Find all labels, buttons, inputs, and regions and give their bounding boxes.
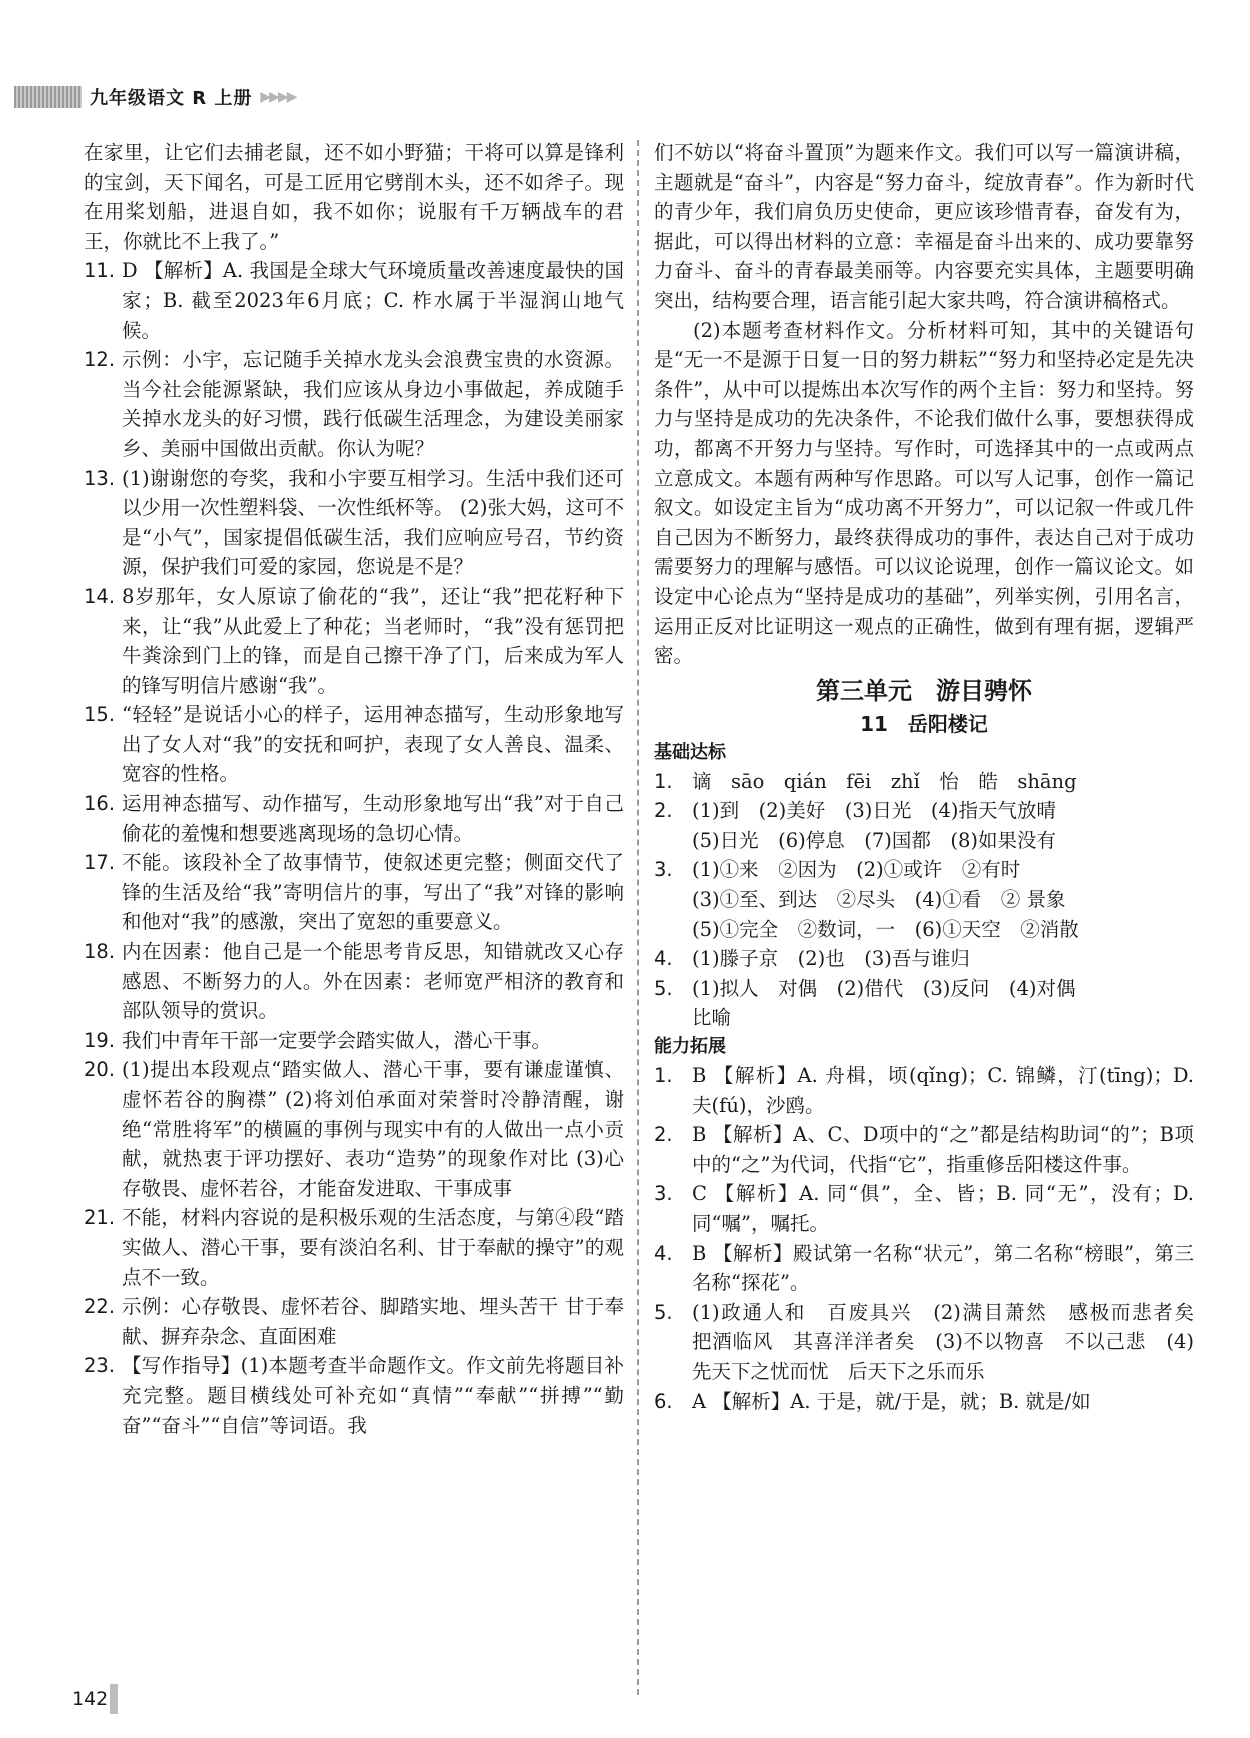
right-paragraph-1: 们不妨以“将奋斗置顶”为题来作文。我们可以写一篇演讲稿，主题就是“奋斗”，内容是“努力奋斗，绽放青春”。作为新时代的青少年，我们肩负历史使命，更应该珍惜青春，奋发有为，据此，可以得出材料的立意：幸福是奋斗出来的、成功要靠努力奋斗、奋斗的青春最美丽等。内容要充实具体，主题要明确突出，结构要合理，语言能引起大家共鸣，符合演讲稿格式。 [654,141,1194,312]
answer-item [84,937,624,1026]
answer-item [84,1026,624,1056]
answer-text: B 【解析】A、C、D项中的“之”都是结构助词“的”；B项中的“之”为代词，代指“它”，指重修岳阳楼这件事。 [692,1123,1194,1176]
answer-line: (1)①来 ②因为 (2)①或许 ②有时 [692,858,1021,882]
answer-number: 20. [84,1058,116,1082]
answer-number: 14. [84,584,116,608]
answer-item [654,1298,1214,1387]
answer-item [84,1055,624,1203]
answer-item [84,789,624,848]
answer-item [84,582,624,700]
answer-item [654,1120,1194,1179]
answer-text: A 【解析】A. 于是，就/于是，就；B. 就是/如 [692,1389,1091,1413]
left-column [84,138,624,1440]
answer-number: 3. [654,1182,673,1206]
answer-text [692,767,1194,797]
answer-item [84,464,624,582]
answer-text [692,855,1194,944]
left-answer-list [84,256,624,1440]
answer-item [654,1061,1194,1120]
answer-text: (1)提出本段观点“踏实做人、潜心干事，要有谦虚谨慎、虚怀若谷的胸襟” (2)将刘伯承面对荣誉时冷静清醒，谢绝“常胜将军”的横匾的事例与现实中有的人做出一点小贡献，就热衷于评功摆好、表功“造势”的现象作对比 (3)心存敬畏、虚怀若谷，才能奋发进取、干事成事 [122,1058,624,1200]
answer-line: 谪 sāo qián fēi zhǐ 怡 皓 shāng [692,769,1077,793]
answer-number: 16. [84,792,116,816]
answer-number: 15. [84,703,116,727]
right-paragraph-2: (2)本题考查材料作文。分析材料可知，其中的关键语句是“无一不是源于日复一日的努力耕耘”“努力和坚持必定是先决条件”，从中可以提炼出本次写作的两个主旨：努力和坚持。努力与坚持是成功的先决条件，不论我们做什么事，要想获得成功，都离不开努力与坚持。写作时，可选择其中的一点或两点立意成文。本题有两种写作思路。可以写人记事，创作一篇记叙文。如设定主旨为“成功离不开努力”，可以记叙一件或几件自己因为不断努力，最终获得成功的事件，表达自己对于成功需要努力的理解与感悟。可以议论说理，创作一篇议论文。如设定中心论点为“坚持是成功的基础”，列举实例，引用名言，运用正反对比证明这一观点的正确性，做到有理有据，逻辑严密。 [654,318,1194,668]
answer-number: 13. [84,466,116,490]
answer-number: 1. [654,769,673,793]
answer-number: 6. [654,1389,673,1413]
answer-text: 内在因素：他自己是一个能思考肯反思，知错就改又心存感恩、不断努力的人。外在因素：老师宽严相济的教育和部队领导的赏识。 [122,940,624,1023]
answer-text: (1)政通人和 百废具兴 (2)满目萧然 感极而悲者矣 把酒临风 其喜洋洋者矣 (3)不以物喜 不以己悲 (4)先天下之忧而忧 后天下之乐而乐 [692,1300,1214,1383]
answer-number: 21. [84,1206,116,1230]
answer-item [84,1351,624,1440]
answer-line: (1)滕子京 (2)也 (3)吾与谁归 [692,947,970,971]
answer-text [692,796,1194,855]
answer-line: (5)日光 (6)停息 (7)国都 (8)如果没有 [692,828,1056,852]
ability-answer-list [654,1061,1214,1416]
answer-number: 12. [84,348,116,372]
answer-item [654,1179,1194,1238]
answer-number: 4. [654,1241,673,1265]
unit-title: 第三单元 游目骋怀 [816,676,1032,705]
answer-item [654,767,1194,797]
answer-text: “轻轻”是说话小心的样子，运用神态描写，生动形象地写出了女人对“我”的安抚和呵护，表现了女人善良、温柔、宽容的性格。 [122,703,624,786]
column-divider [637,140,639,1695]
answer-text: 示例：小宇，忘记随手关掉水龙头会浪费宝贵的水资源。当今社会能源紧缺，我们应该从身边小事做起，养成随手关掉水龙头的好习惯，践行低碳生活理念，为建设美丽家乡、美丽中国做出贡献。你认为呢？ [122,348,624,460]
answer-number: 23. [84,1354,116,1378]
answer-number: 17. [84,851,116,875]
book-title: 九年级语文 R 上册 [90,88,253,109]
answer-text: 8岁那年，女人原谅了偷花的“我”，还让“我”把花籽种下来，让“我”从此爱上了种花；当老师时，“我”没有惩罚把牛粪涂到门上的锋，而是自己擦干净了门，后来成为军人的锋写明信片感谢“我”。 [122,584,624,697]
section-ability-heading: 能力拓展 [654,1036,726,1058]
basic-answer-list [654,767,1194,1033]
answer-item [84,345,624,463]
page-number: 142 [72,1688,109,1710]
answer-text: 我们中青年干部一定要学会踏实做人，潜心干事。 [122,1028,552,1052]
answer-text: 示例：心存敬畏、虚怀若谷、脚踏实地、埋头苦干 甘于奉献、摒弃杂念、直面困难 [122,1295,624,1348]
answer-text: 不能。该段补全了故事情节，使叙述更完整；侧面交代了锋的生活及给“我”寄明信片的事，写出了“我”对锋的影响和他对“我”的感激，突出了宽恕的重要意义。 [122,851,624,934]
answer-item [654,974,1194,1033]
answer-number: 19. [84,1028,116,1052]
answer-number: 2. [654,1123,673,1147]
answer-item [654,855,1194,944]
answer-line: (3)①至、到达 ②尽头 (4)①看 ② 景象 [692,888,1066,912]
answer-text: 运用神态描写、动作描写，生动形象地写出“我”对于自己偷花的羞愧和想要逃离现场的急切心情。 [122,792,624,845]
answer-text: B 【解析】殿试第一名称“状元”，第二名称“榜眼”，第三名称“探花”。 [692,1241,1194,1295]
answer-item [84,1203,624,1292]
answer-text: 【写作指导】(1)本题考查半命题作文。作文前先将题目补充完整。题目横线处可补充如“真情”“奉献”“拼搏”“勤奋”“奋斗”“自信”等词语。我 [122,1354,624,1437]
left-intro-paragraph: 在家里，让它们去捕老鼠，还不如小野猫；干将可以算是锋利的宝剑，天下闻名，可是工匠用它劈削木头，还不如斧子。现在用桨划船，进退自如，我不如你；说服有千万辆战车的君王，你就比不上我了。” [84,141,624,253]
answer-text: D 【解析】A. 我国是全球大气环境质量改善速度最快的国家；B. 截至2023年6月底；C. 柞水属于半湿润山地气候。 [122,259,624,342]
answer-item [84,700,624,789]
answer-item [84,1292,624,1351]
page-number-bar [110,1684,118,1714]
answer-number: 11. [84,259,116,283]
answer-item [84,848,624,937]
answer-item [654,1239,1194,1298]
answer-item [654,796,1194,855]
answer-text: (1)谢谢您的夸奖，我和小宇要互相学习。生活中我们还可以少用一次性塑料袋、一次性纸杯等。 (2)张大妈，这可不是“小气”，国家提倡低碳生活，我们应响应号召，节约资源，保护我们可爱的家园，您说是不是？ [122,466,624,579]
answer-item [654,944,1194,974]
answer-number: 2. [654,799,673,823]
answer-number: 18. [84,940,116,964]
answer-text: 不能，材料内容说的是积极乐观的生活态度，与第④段“踏实做人、潜心干事，要有淡泊名利、甘于奉献的操守”的观点不一致。 [122,1206,624,1289]
header-decoration [14,86,82,108]
answer-number: 5. [654,976,673,1000]
answer-line: (1)拟人 对偶 (2)借代 (3)反问 (4)对偶 [692,976,1076,1000]
answer-number: 4. [654,947,673,971]
section-basic-heading: 基础达标 [654,741,726,763]
answer-text: C 【解析】A. 同“俱”，全、皆；B. 同“无”，没有；D. 同“嘱”，嘱托。 [692,1182,1194,1235]
answer-text: B 【解析】A. 舟楫，顷(qǐng)；C. 锦鳞，汀(tīng)；D. 夫(fú)，沙鸥。 [692,1064,1194,1117]
lesson-title: 11 岳阳楼记 [860,711,988,736]
answer-text [692,944,1194,974]
answer-number: 1. [654,1064,673,1088]
answer-line: (5)①完全 ②数词，一 (6)①天空 ②消散 [692,917,1079,941]
answer-item [84,256,624,345]
page-header [14,84,295,110]
answer-line: (1)到 (2)美好 (3)日光 (4)指天气放晴 [692,799,1056,823]
answer-line: 比喻 [692,1006,732,1030]
answer-number: 22. [84,1295,116,1319]
answer-number: 3. [654,858,673,882]
answer-text [692,974,1194,1033]
answer-item [654,1387,1194,1417]
right-column [654,138,1214,1416]
answer-number: 5. [654,1300,673,1324]
header-arrows-icon: ▶▶▶▶ [260,89,296,105]
